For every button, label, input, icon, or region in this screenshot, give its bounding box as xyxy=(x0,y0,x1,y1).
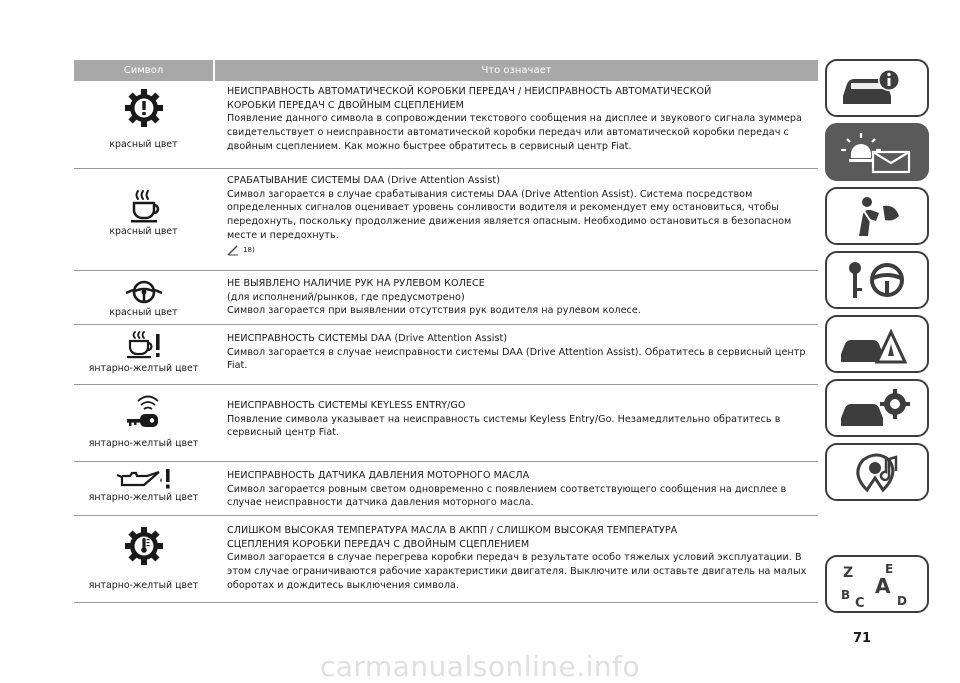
multimedia-tab[interactable] xyxy=(825,443,929,501)
index-tab[interactable] xyxy=(825,555,929,613)
row-title: НЕ ВЫЯВЛЕНО НАЛИЧИЕ РУК НА РУЛЕВОМ КОЛЕСЕ xyxy=(227,278,485,289)
warning-note-icon xyxy=(227,245,239,256)
row-text: Символ загорается ровным светом одновременно с появлением соответствующего сообщения на дисплее в xyxy=(227,483,787,495)
footer-watermark: carmanualsonline.info xyxy=(319,649,641,683)
driving-tab[interactable] xyxy=(825,251,929,309)
color-label: янтарно-желтый цвет xyxy=(88,363,199,374)
svg-text:E: E xyxy=(885,562,894,576)
row-text: сервисный центр Fiat. xyxy=(227,427,340,439)
warning-lights-table xyxy=(74,60,818,603)
car-info-icon xyxy=(837,66,917,110)
table-row xyxy=(74,385,818,462)
warning-light-message-icon xyxy=(837,130,917,174)
row-title: СЛИШКОМ ВЫСОКАЯ ТЕМПЕРАТУРА МАСЛА В АКПП / СЛИШКОМ ВЫСОКАЯ ТЕМПЕРАТУРА xyxy=(227,525,678,536)
row-title: НЕИСПРАВНОСТЬ СИСТЕМЫ DAA (Drive Attention Assist) xyxy=(227,333,508,344)
color-label: красный цвет xyxy=(109,226,178,237)
row-text: двойным сцеплением. Как можно быстрее обратитесь в сервисный центр Fiat. xyxy=(227,140,632,152)
color-label: янтарно-желтый цвет xyxy=(88,492,199,503)
svg-text:D: D xyxy=(897,594,907,608)
breakdown-icon xyxy=(837,322,917,366)
color-label: красный цвет xyxy=(109,307,178,318)
car-info-tab[interactable] xyxy=(825,59,929,117)
gear-exclamation-icon xyxy=(74,88,213,128)
row-title: НЕИСПРАВНОСТЬ ДАТЧИКА ДАВЛЕНИЯ МОТОРНОГО МАСЛА xyxy=(227,470,530,481)
table-row xyxy=(74,462,818,516)
row-text: передохнуть, поскольку продолжение движения является опасным. Необходимо остановиться в безопасном xyxy=(227,216,792,228)
note-number: 18) xyxy=(243,245,255,254)
svg-text:A: A xyxy=(875,574,891,598)
color-label: янтарно-желтый цвет xyxy=(88,438,199,449)
color-label: красный цвет xyxy=(109,139,178,150)
row-title: СЦЕПЛЕНИЯ КОРОБКИ ПЕРЕДАЧ С ДВОЙНЫМ СЦЕПЛЕНИЕМ xyxy=(227,538,530,550)
service-car-icon xyxy=(837,386,917,430)
svg-text:C: C xyxy=(855,596,865,609)
row-text: Символ загорается в случае срабатывания системы DAA (Drive Attention Assist). Система посредством xyxy=(227,188,753,200)
row-text: Появление символа указывает на неисправность системы Keyless Entry/Go. Незамедлительно обратитесь в xyxy=(227,413,781,425)
table-row xyxy=(74,169,818,271)
row-title: СРАБАТЫВАНИЕ СИСТЕМЫ DAA (Drive Attention Assist) xyxy=(227,175,500,186)
table-row xyxy=(74,325,818,385)
row-text: оборотах и дождитесь выключения символа. xyxy=(227,579,460,591)
table-header xyxy=(74,60,818,81)
row-text: (для исполнений/рынков, где предусмотрено) xyxy=(227,291,465,303)
row-title: НЕИСПРАВНОСТЬ АВТОМАТИЧЕСКОЙ КОРОБКИ ПЕРЕДАЧ / НЕИСПРАВНОСТЬ АВТОМАТИЧЕСКОЙ xyxy=(227,86,712,97)
row-text: Появление данного символа в сопровождении текстового сообщения на дисплее и звукового сигнала зуммера xyxy=(227,113,802,125)
table-row xyxy=(74,271,818,325)
row-text: Fiat. xyxy=(227,360,248,372)
table-row xyxy=(74,81,818,169)
row-text: Символ загорается в случае неисправности системы DAA (Drive Attention Assist). Обратитесь в сервисный центр xyxy=(227,346,806,358)
row-text: месте и передохнуть. xyxy=(227,229,339,241)
coffee-cup-icon xyxy=(74,189,213,223)
seatbelt-airbag-icon xyxy=(837,194,917,238)
steering-wheel-hands-icon xyxy=(74,279,213,305)
coffee-cup-warning-icon xyxy=(74,331,213,359)
keyless-key-icon xyxy=(74,392,213,430)
oil-can-warning-icon xyxy=(74,468,213,490)
safety-tab[interactable] xyxy=(825,187,929,245)
svg-text:Z: Z xyxy=(843,565,854,581)
row-text: этом случае ограничиваются рабочие характеристики двигателя. Выключите или оставьте двигатель на малых xyxy=(227,566,807,578)
maintenance-tab[interactable] xyxy=(825,379,929,437)
gear-thermometer-icon xyxy=(74,526,213,566)
header-symbol: Символ xyxy=(74,60,215,81)
key-steering-icon xyxy=(837,258,917,302)
warning-lights-tab[interactable] xyxy=(825,123,929,181)
header-meaning: Что означает xyxy=(481,65,552,76)
emergency-tab[interactable] xyxy=(825,315,929,373)
svg-text:B: B xyxy=(841,588,851,602)
row-text: свидетельствует о неисправности автоматической коробки передач или автоматической коробки передач с xyxy=(227,127,789,139)
page-number: 71 xyxy=(853,631,872,646)
row-text: Символ загорается при выявлении отсутствия рук водителя на рулевом колесе. xyxy=(227,305,641,317)
row-title: НЕИСПРАВНОСТЬ СИСТЕМЫ KEYLESS ENTRY/GO xyxy=(227,400,466,411)
media-icon xyxy=(837,450,917,494)
table-row xyxy=(74,516,818,603)
alphabet-index-icon xyxy=(837,559,917,609)
color-label: янтарно-желтый цвет xyxy=(88,580,199,591)
row-text: определенных сигналов оценивает уровень сонливости водителя и рекомендует ему остановиться, чтобы xyxy=(227,202,779,214)
row-text: Символ загорается в случае перегрева коробки передач в результате особо тяжелых условий эксплуатации. В xyxy=(227,552,802,564)
note-reference[interactable] xyxy=(227,244,818,258)
row-title: КОРОБКИ ПЕРЕДАЧ С ДВОЙНЫМ СЦЕПЛЕНИЕМ xyxy=(227,99,464,111)
row-text: случае неисправности датчика давления моторного масла. xyxy=(227,497,534,509)
